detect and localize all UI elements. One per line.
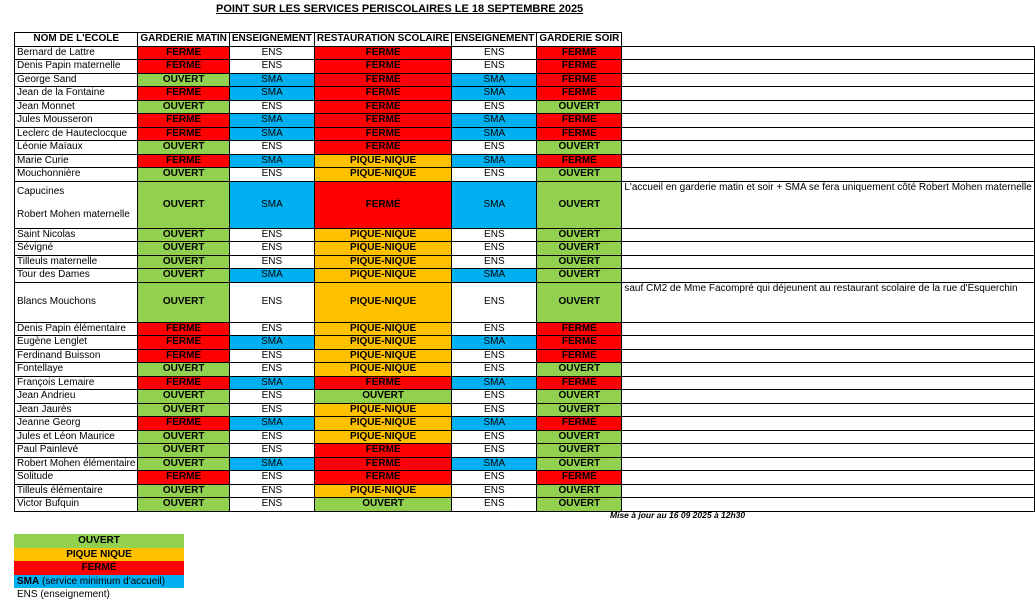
status-cell-rest: FERMÉ <box>314 471 451 485</box>
status-cell-gs: OUVERT <box>537 457 622 471</box>
status-cell-gs: FERMÉ <box>537 336 622 350</box>
status-cell-gs: FERMÉ <box>537 127 622 141</box>
header-enseignement-1: ENSEIGNEMENT <box>229 33 314 47</box>
table-row <box>15 403 1035 417</box>
status-cell-gs: OUVERT <box>537 255 622 269</box>
table-row <box>15 322 1035 336</box>
status-cell-gs: FERMÉ <box>537 349 622 363</box>
status-cell-gm: FERMÉ <box>138 322 229 336</box>
status-cell-ens2: ENS <box>452 168 537 182</box>
status-cell-ens1: SMA <box>229 269 314 283</box>
status-cell-gm: OUVERT <box>138 255 229 269</box>
row-note-empty <box>622 127 1034 141</box>
status-cell-ens2: ENS <box>452 60 537 74</box>
status-cell-ens1: ENS <box>229 100 314 114</box>
status-cell-gs: OUVERT <box>537 242 622 256</box>
status-cell-gs: FERMÉ <box>537 154 622 168</box>
table-header-row <box>15 33 1035 47</box>
table-row <box>15 242 1035 256</box>
status-cell-gs: FERMÉ <box>537 73 622 87</box>
status-cell-rest: PIQUE-NIQUE <box>314 336 451 350</box>
table-row <box>15 498 1035 512</box>
school-name-secondary: Robert Mohen maternelle <box>17 208 130 220</box>
row-note-empty <box>622 349 1034 363</box>
status-cell-rest: FERMÉ <box>314 46 451 60</box>
table-row <box>15 471 1035 485</box>
status-cell-rest: PIQUE-NIQUE <box>314 282 451 322</box>
school-name-cell: Tour des Dames <box>15 269 138 283</box>
legend <box>14 534 184 602</box>
status-cell-ens2: ENS <box>452 242 537 256</box>
row-note: L'accueil en garderie matin et soir + SMA se fera uniquement côté Robert Mohen maternelle <box>622 181 1034 228</box>
status-cell-rest: FERMÉ <box>314 127 451 141</box>
status-cell-gs: OUVERT <box>537 228 622 242</box>
status-cell-gm: FERMÉ <box>138 417 229 431</box>
status-cell-gm: OUVERT <box>138 141 229 155</box>
status-cell-ens1: SMA <box>229 114 314 128</box>
row-note-empty <box>622 154 1034 168</box>
row-note-empty <box>622 376 1034 390</box>
table-body <box>15 46 1035 511</box>
status-cell-rest: PIQUE-NIQUE <box>314 322 451 336</box>
status-cell-rest: FERMÉ <box>314 60 451 74</box>
status-cell-ens2: ENS <box>452 444 537 458</box>
status-cell-ens2: ENS <box>452 390 537 404</box>
table-row <box>15 168 1035 182</box>
status-cell-gs: OUVERT <box>537 363 622 377</box>
status-cell-gs: OUVERT <box>537 484 622 498</box>
school-name-cell: Denis Papin élémentaire <box>15 322 138 336</box>
status-cell-ens1: ENS <box>229 484 314 498</box>
status-cell-ens1: ENS <box>229 471 314 485</box>
legend-sma-desc: (service minimum d'accueil) <box>39 575 166 587</box>
status-cell-ens2: SMA <box>452 417 537 431</box>
status-cell-ens2: SMA <box>452 87 537 101</box>
status-cell-ens1: ENS <box>229 430 314 444</box>
status-cell-rest: PIQUE-NIQUE <box>314 349 451 363</box>
status-cell-ens1: SMA <box>229 181 314 228</box>
row-note-empty <box>622 269 1034 283</box>
status-cell-ens2: ENS <box>452 228 537 242</box>
school-name-cell: Jean Andrieu <box>15 390 138 404</box>
table-row <box>15 363 1035 377</box>
status-cell-rest: PIQUE-NIQUE <box>314 269 451 283</box>
school-name-cell: Robert Mohen élémentaire <box>15 457 138 471</box>
row-note-empty <box>622 336 1034 350</box>
table-row <box>15 154 1035 168</box>
status-cell-ens1: SMA <box>229 73 314 87</box>
school-name-cell: Sévigné <box>15 242 138 256</box>
row-note-empty <box>622 417 1034 431</box>
table-row <box>15 87 1035 101</box>
status-cell-ens1: ENS <box>229 390 314 404</box>
school-name-cell: Jean de la Fontaine <box>15 87 138 101</box>
school-name-cell: Jules et Léon Maurice <box>15 430 138 444</box>
status-cell-gm: FERMÉ <box>138 60 229 74</box>
status-cell-gm: OUVERT <box>138 100 229 114</box>
header-restauration: RESTAURATION SCOLAIRE <box>314 33 451 47</box>
status-cell-gm: OUVERT <box>138 181 229 228</box>
row-note-empty <box>622 242 1034 256</box>
table-row <box>15 228 1035 242</box>
row-note-empty <box>622 228 1034 242</box>
status-cell-gm: OUVERT <box>138 498 229 512</box>
status-cell-ens2: ENS <box>452 282 537 322</box>
table-row <box>15 349 1035 363</box>
status-cell-gm: FERMÉ <box>138 336 229 350</box>
status-cell-ens1: ENS <box>229 322 314 336</box>
status-cell-rest: FERMÉ <box>314 100 451 114</box>
row-note-empty <box>622 498 1034 512</box>
status-cell-rest: OUVERT <box>314 390 451 404</box>
status-cell-rest: PIQUE-NIQUE <box>314 242 451 256</box>
legend-open: OUVERT <box>14 534 184 548</box>
row-note-empty <box>622 322 1034 336</box>
status-cell-gs: OUVERT <box>537 181 622 228</box>
status-cell-gm: FERMÉ <box>138 114 229 128</box>
row-note-empty <box>622 457 1034 471</box>
status-cell-gm: OUVERT <box>138 403 229 417</box>
status-cell-ens1: SMA <box>229 457 314 471</box>
row-note-empty <box>622 471 1034 485</box>
legend-sma <box>14 575 184 589</box>
row-note-empty <box>622 87 1034 101</box>
header-garderie-matin: GARDERIE MATIN <box>138 33 229 47</box>
status-cell-gm: OUVERT <box>138 269 229 283</box>
table-row <box>15 282 1035 322</box>
status-cell-gs: FERMÉ <box>537 114 622 128</box>
status-cell-rest: FERMÉ <box>314 73 451 87</box>
school-name-cell: Mouchonnière <box>15 168 138 182</box>
table-row <box>15 417 1035 431</box>
status-cell-rest: FERMÉ <box>314 444 451 458</box>
row-note-empty <box>622 484 1034 498</box>
status-cell-gm: OUVERT <box>138 363 229 377</box>
school-name-cell: Jean Monnet <box>15 100 138 114</box>
table-row <box>15 255 1035 269</box>
status-cell-gs: OUVERT <box>537 141 622 155</box>
status-cell-gs: FERMÉ <box>537 46 622 60</box>
status-cell-ens1: SMA <box>229 336 314 350</box>
status-cell-ens2: ENS <box>452 363 537 377</box>
status-cell-gs: OUVERT <box>537 282 622 322</box>
status-cell-ens2: ENS <box>452 430 537 444</box>
school-name-cell: Jeanne Georg <box>15 417 138 431</box>
table-row <box>15 457 1035 471</box>
status-cell-gm: OUVERT <box>138 390 229 404</box>
legend-closed: FERMÉ <box>14 561 184 575</box>
row-note-empty <box>622 363 1034 377</box>
table-row <box>15 127 1035 141</box>
legend-picnic: PIQUE NIQUE <box>14 548 184 562</box>
status-cell-ens1: ENS <box>229 228 314 242</box>
status-cell-rest: PIQUE-NIQUE <box>314 154 451 168</box>
status-cell-ens1: ENS <box>229 444 314 458</box>
school-name-cell: Eugène Lenglet <box>15 336 138 350</box>
status-cell-gm: OUVERT <box>138 484 229 498</box>
row-note-empty <box>622 168 1034 182</box>
status-cell-gm: FERMÉ <box>138 349 229 363</box>
status-cell-rest: OUVERT <box>314 498 451 512</box>
school-name-cell: Jean Jaurès <box>15 403 138 417</box>
table-row <box>15 336 1035 350</box>
row-note-empty <box>622 46 1034 60</box>
status-cell-ens2: SMA <box>452 114 537 128</box>
table-row <box>15 376 1035 390</box>
status-cell-ens1: ENS <box>229 168 314 182</box>
table-row <box>15 141 1035 155</box>
school-name-cell: Leclerc de Hauteclocque <box>15 127 138 141</box>
header-garderie-soir: GARDERIE SOIR <box>537 33 622 47</box>
status-cell-ens1: ENS <box>229 498 314 512</box>
status-cell-ens1: ENS <box>229 282 314 322</box>
table-row <box>15 484 1035 498</box>
status-cell-ens2: ENS <box>452 484 537 498</box>
status-cell-rest: FERMÉ <box>314 141 451 155</box>
status-cell-rest: FERMÉ <box>314 376 451 390</box>
status-cell-gs: FERMÉ <box>537 322 622 336</box>
school-name-cell: Léonie Maïaux <box>15 141 138 155</box>
table-row <box>15 390 1035 404</box>
page-title: POINT SUR LES SERVICES PERISCOLAIRES LE 18 SEPTEMBRE 2025 <box>216 3 584 15</box>
status-cell-rest: FERMÉ <box>314 114 451 128</box>
status-cell-ens1: ENS <box>229 46 314 60</box>
legend-sma-abbr: SMA <box>17 575 40 587</box>
status-cell-ens2: SMA <box>452 376 537 390</box>
status-cell-ens1: SMA <box>229 376 314 390</box>
status-cell-gm: FERMÉ <box>138 87 229 101</box>
status-cell-rest: PIQUE-NIQUE <box>314 255 451 269</box>
school-name-cell: Tilleuls élémentaire <box>15 484 138 498</box>
status-cell-gm: OUVERT <box>138 457 229 471</box>
status-cell-gm: OUVERT <box>138 430 229 444</box>
status-cell-gs: OUVERT <box>537 168 622 182</box>
status-cell-gs: OUVERT <box>537 100 622 114</box>
status-cell-ens1: SMA <box>229 127 314 141</box>
update-note: Mise à jour au 16 09 2025 à 12h30 <box>610 510 746 520</box>
school-name-cell: George Sand <box>15 73 138 87</box>
status-cell-gs: FERMÉ <box>537 60 622 74</box>
row-note-empty <box>622 444 1034 458</box>
status-cell-ens1: ENS <box>229 363 314 377</box>
status-cell-ens1: SMA <box>229 87 314 101</box>
status-cell-rest: PIQUE-NIQUE <box>314 168 451 182</box>
status-cell-gs: OUVERT <box>537 498 622 512</box>
status-cell-ens1: ENS <box>229 403 314 417</box>
table-row <box>15 60 1035 74</box>
header-notes-spacer <box>622 33 1034 47</box>
status-cell-ens1: SMA <box>229 417 314 431</box>
row-note-empty <box>622 403 1034 417</box>
status-cell-rest: PIQUE-NIQUE <box>314 484 451 498</box>
row-note-empty <box>622 141 1034 155</box>
school-name-cell: Marie Curie <box>15 154 138 168</box>
row-note-empty <box>622 73 1034 87</box>
status-cell-gs: FERMÉ <box>537 87 622 101</box>
status-cell-ens1: ENS <box>229 60 314 74</box>
status-cell-gm: OUVERT <box>138 73 229 87</box>
status-cell-ens2: ENS <box>452 349 537 363</box>
status-cell-rest: PIQUE-NIQUE <box>314 228 451 242</box>
school-name-cell: Solitude <box>15 471 138 485</box>
status-cell-gm: OUVERT <box>138 282 229 322</box>
status-cell-ens1: ENS <box>229 242 314 256</box>
school-name-cell <box>15 181 138 228</box>
status-cell-gs: FERMÉ <box>537 417 622 431</box>
status-cell-rest: PIQUE-NIQUE <box>314 363 451 377</box>
school-name: Capucines <box>17 185 65 197</box>
status-cell-rest: FERMÉ <box>314 181 451 228</box>
table-row <box>15 100 1035 114</box>
status-cell-gs: OUVERT <box>537 430 622 444</box>
school-name-cell: Denis Papin maternelle <box>15 60 138 74</box>
school-name-cell: Fontellaye <box>15 363 138 377</box>
status-cell-rest: FERMÉ <box>314 457 451 471</box>
status-cell-ens2: ENS <box>452 46 537 60</box>
status-cell-ens2: ENS <box>452 255 537 269</box>
status-cell-gm: FERMÉ <box>138 154 229 168</box>
status-cell-rest: PIQUE-NIQUE <box>314 430 451 444</box>
status-cell-ens1: ENS <box>229 349 314 363</box>
school-name-cell: Tilleuls maternelle <box>15 255 138 269</box>
status-cell-gs: OUVERT <box>537 444 622 458</box>
header-school: NOM DE L'ÉCOLE <box>15 33 138 47</box>
status-cell-rest: FERMÉ <box>314 87 451 101</box>
status-cell-rest: PIQUE-NIQUE <box>314 403 451 417</box>
school-name-cell: François Lemaire <box>15 376 138 390</box>
school-name-cell: Bernard de Lattre <box>15 46 138 60</box>
header-enseignement-2: ENSEIGNEMENT <box>452 33 537 47</box>
table-row <box>15 444 1035 458</box>
school-name-cell: Paul Painlevé <box>15 444 138 458</box>
row-note-empty <box>622 100 1034 114</box>
services-table <box>14 32 1035 512</box>
status-cell-ens2: ENS <box>452 498 537 512</box>
school-name-cell: Jules Mousseron <box>15 114 138 128</box>
status-cell-ens2: SMA <box>452 336 537 350</box>
status-cell-gm: FERMÉ <box>138 46 229 60</box>
status-cell-gs: OUVERT <box>537 269 622 283</box>
status-cell-ens2: SMA <box>452 457 537 471</box>
school-name-cell: Saint Nicolas <box>15 228 138 242</box>
table-row <box>15 73 1035 87</box>
row-note-empty <box>622 60 1034 74</box>
status-cell-ens2: ENS <box>452 403 537 417</box>
status-cell-ens2: ENS <box>452 100 537 114</box>
status-cell-gs: OUVERT <box>537 403 622 417</box>
status-cell-gm: FERMÉ <box>138 471 229 485</box>
row-note: sauf CM2 de Mme Facompré qui déjeunent au restaurant scolaire de la rue d'Esquerchin <box>622 282 1034 322</box>
status-cell-gm: FERMÉ <box>138 127 229 141</box>
status-cell-ens1: SMA <box>229 154 314 168</box>
status-cell-gm: OUVERT <box>138 168 229 182</box>
status-cell-ens2: SMA <box>452 73 537 87</box>
table-row <box>15 46 1035 60</box>
status-cell-ens1: ENS <box>229 255 314 269</box>
status-cell-gm: OUVERT <box>138 242 229 256</box>
status-cell-rest: PIQUE-NIQUE <box>314 417 451 431</box>
school-name-cell: Victor Bufquin <box>15 498 138 512</box>
status-cell-ens1: ENS <box>229 141 314 155</box>
table-row <box>15 181 1035 228</box>
row-note-empty <box>622 430 1034 444</box>
status-cell-gm: FERMÉ <box>138 376 229 390</box>
row-note-empty <box>622 114 1034 128</box>
row-note-empty <box>622 255 1034 269</box>
table-row <box>15 430 1035 444</box>
status-cell-ens2: SMA <box>452 181 537 228</box>
table-row <box>15 114 1035 128</box>
status-cell-ens2: ENS <box>452 322 537 336</box>
status-cell-ens2: SMA <box>452 154 537 168</box>
status-cell-gs: FERMÉ <box>537 471 622 485</box>
school-name-cell: Blancs Mouchons <box>15 282 138 322</box>
legend-ens: ENS (enseignement) <box>14 588 184 602</box>
table-row <box>15 269 1035 283</box>
status-cell-ens2: ENS <box>452 141 537 155</box>
row-note-empty <box>622 390 1034 404</box>
status-cell-gm: OUVERT <box>138 444 229 458</box>
status-cell-ens2: SMA <box>452 269 537 283</box>
school-name-cell: Ferdinand Buisson <box>15 349 138 363</box>
status-cell-ens2: SMA <box>452 127 537 141</box>
status-cell-gs: FERMÉ <box>537 376 622 390</box>
status-cell-gm: OUVERT <box>138 228 229 242</box>
status-cell-gs: OUVERT <box>537 390 622 404</box>
status-cell-ens2: ENS <box>452 471 537 485</box>
